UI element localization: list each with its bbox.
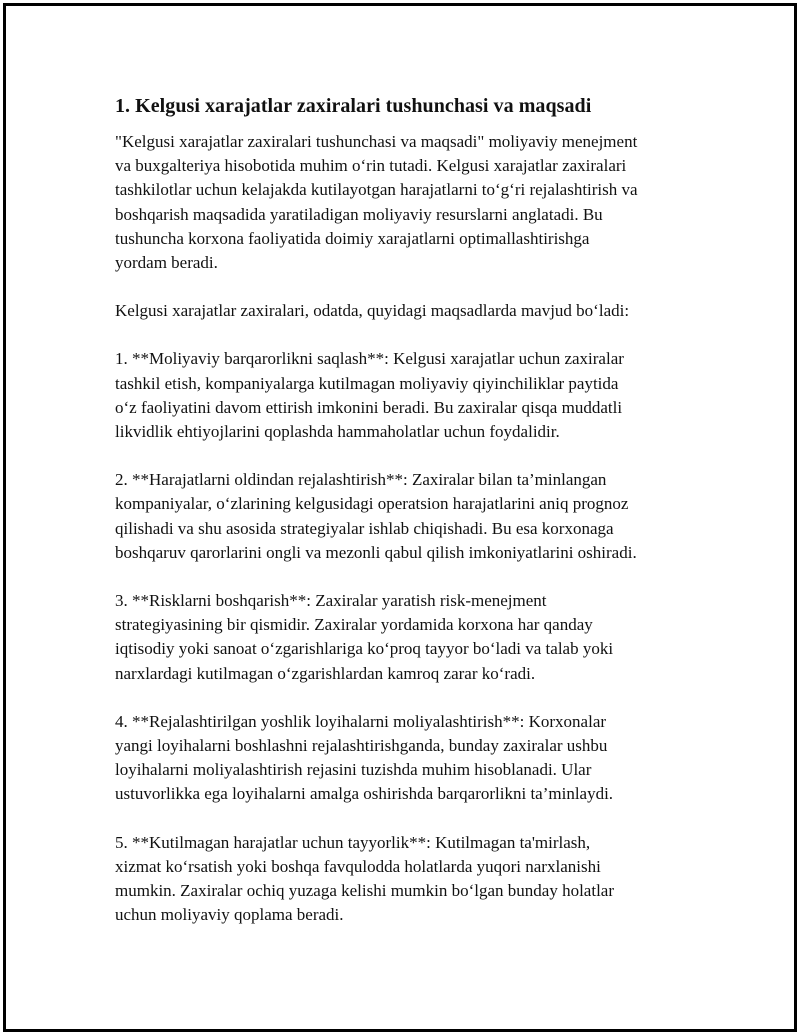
document-body <box>115 92 695 951</box>
intro-paragraph: "Kelgusi xarajatlar zaxiralari tushunchasi va maqsadi" moliyaviy menejment va buxgalteriya hisobotida muhim o‘rin tutadi. Kelgusi xarajatlar zaxiralari tashkilotlar uchun kelajakda kutilayotgan harajatlarni to‘g‘ri rejalashtirish va boshqarish maqsadida yaratiladigan moliyaviy resurslarni anglatadi. Bu tushuncha korxona faoliyatida doimiy xarajatlarni optimallashtirishga yordam beradi. <box>115 132 638 273</box>
list-item-unexpected-expenses: 5. **Kutilmagan harajatlar uchun tayyorlik**: Kutilmagan ta'mirlash, xizmat ko‘rsatish yoki boshqa favqulodda holatlarda yuqori narxlanishi mumkin. Zaxiralar ochiq yuzaga kelishi mumkin bo‘lgan bunday holatlar uchun moliyaviy qoplama beradi. <box>115 832 615 925</box>
list-item-financial-stability: 1. **Moliyaviy barqarorlikni saqlash**: Kelgusi xarajatlar uchun zaxiralar tashkil etish, kompaniyalarga kutilmagan moliyaviy qiyinchiliklar paytida o‘z faoliyatini davom ettirish imkonini beradi. Bu zaxiralar qisqa muddatli likvidlik ehtiyojlarini qoplashda hammaholatlar uchun foydalidir. <box>115 349 624 442</box>
purposes-intro-paragraph: Kelgusi xarajatlar zaxiralari, odatda, quyidagi maqsadlarda mavjud bo‘ladi: <box>115 301 630 321</box>
list-item-project-financing: 4. **Rejalashtirilgan yoshlik loyihalarni moliyalashtirish**: Korxonalar yangi loyihalarni boshlashni rejalashtirishganda, bunday zaxiralar ushbu loyihalarni moliyalashtirish rejasini tuzishda muhim hisoblanadi. Ular ustuvorlikka ega loyihalarni amalga oshirishda barqarorlikni ta’minlaydi. <box>115 711 614 804</box>
list-item-risk-management: 3. **Risklarni boshqarish**: Zaxiralar yaratish risk-menejment strategiyasining bir qismidir. Zaxiralar yordamida korxona har qanday iqtisodiy yoki sanoat o‘zgarishlariga ko‘proq tayyor bo‘ladi va talab yoki narxlardagi kutilmagan o‘zgarishlardan kamroq zarar ko‘radi. <box>115 591 614 683</box>
section-heading: 1. Kelgusi xarajatlar zaxiralari tushunchasi va maqsadi <box>115 95 592 117</box>
list-item-expense-planning: 2. **Harajatlarni oldindan rejalashtirish**: Zaxiralar bilan ta’minlangan kompaniyalar, o‘zlarining kelgusidagi operatsion harajatlarini aniq prognoz qilishadi va shu asosida strategiyalar ishlab chiqishadi. Bu esa korxonaga boshqaruv qarorlarini ongli va mezonli qabul qilish imkoniyatlarini oshiradi. <box>115 470 637 562</box>
